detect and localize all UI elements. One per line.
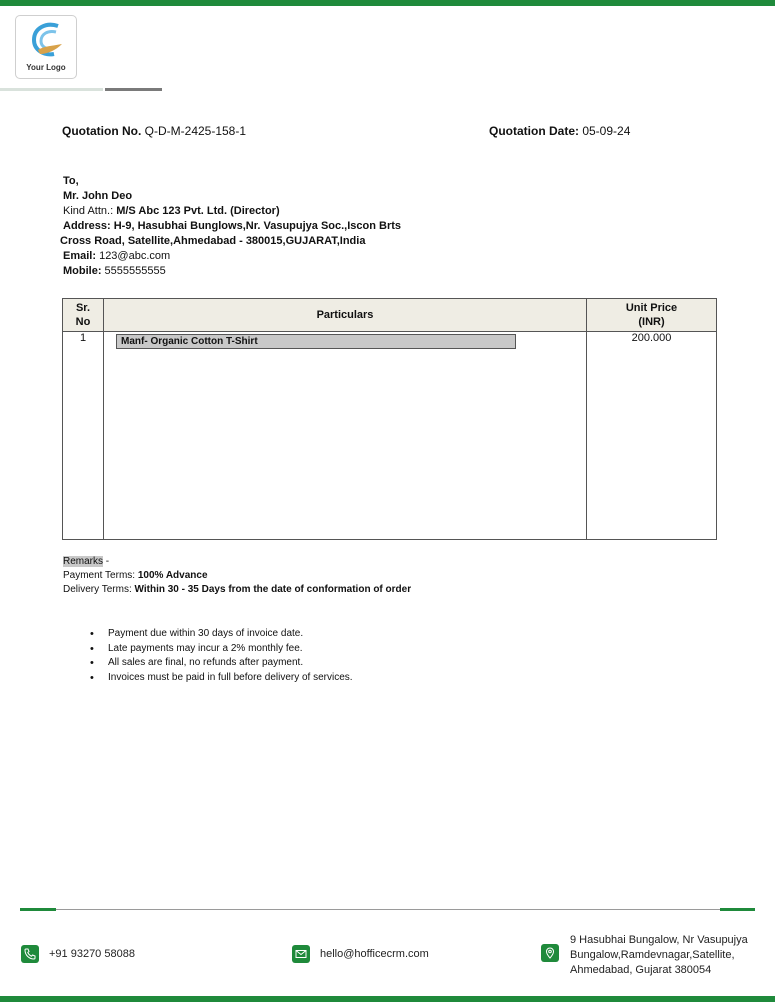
- bottom-accent-bar: [0, 996, 775, 1002]
- header-sr-no: Sr. No: [63, 299, 104, 332]
- list-item: • Payment due within 30 days of invoice date.: [90, 627, 353, 642]
- address-line-2: Cross Road, Satellite,Ahmedabad - 380015,GUJARAT,India: [60, 235, 366, 247]
- row-particular-cell: [104, 332, 587, 540]
- recipient-block: [60, 174, 402, 279]
- location-pin-icon: [541, 944, 559, 962]
- remarks-block: [63, 555, 411, 597]
- footer-divider: [20, 909, 755, 910]
- phone-icon: [21, 945, 39, 963]
- quotation-number: Quotation No. Q-D-M-2425-158-1: [62, 124, 247, 138]
- header-divider-light: [0, 88, 103, 91]
- recipient-email: Email: 123@abc.com: [63, 250, 171, 262]
- items-table: [62, 298, 717, 540]
- recipient-mobile: Mobile: 5555555555: [63, 265, 166, 277]
- footer-accent-left: [20, 908, 56, 911]
- company-logo: [15, 15, 77, 79]
- footer-address: 9 Hasubhai Bungalow, Nr Vasupujya Bungalow,Ramdevnagar,Satellite, Ahmedabad, Gujarat 380054: [570, 934, 748, 976]
- footer-accent-right: [720, 908, 755, 911]
- row-unit-price: 200.000: [587, 332, 717, 540]
- list-item: • Late payments may incur a 2% monthly fee.: [90, 642, 353, 657]
- footer-email: hello@hofficecrm.com: [320, 948, 429, 960]
- logo-label: Your Logo: [26, 63, 66, 72]
- terms-list: [90, 627, 353, 685]
- table-row: [63, 332, 717, 540]
- list-item: • Invoices must be paid in full before delivery of services.: [90, 671, 353, 686]
- top-accent-bar: [0, 0, 775, 6]
- recipient-name: Mr. John Deo: [63, 190, 133, 202]
- remarks-heading: Remarks -: [63, 556, 110, 567]
- email-icon: [292, 945, 310, 963]
- address-line-1: Address: H-9, Hasubhai Bunglows,Nr. Vasupujya Soc.,Iscon Brts: [63, 220, 402, 232]
- footer-phone: +91 93270 58088: [49, 948, 135, 960]
- row-particular: Manf- Organic Cotton T-Shirt: [116, 334, 516, 349]
- header-particulars: Particulars: [104, 299, 587, 332]
- delivery-terms: Delivery Terms: Within 30 - 35 Days from the date of conformation of order: [63, 584, 412, 595]
- kind-attention: Kind Attn.: M/S Abc 123 Pvt. Ltd. (Director): [63, 205, 280, 217]
- row-sr-no: 1: [63, 332, 104, 540]
- payment-terms: Payment Terms: 100% Advance: [63, 570, 208, 581]
- quotation-date: Quotation Date: 05-09-24: [489, 124, 631, 138]
- table-header-row: [63, 299, 717, 332]
- header-unit-price: Unit Price (INR): [587, 299, 717, 332]
- to-label: To,: [63, 175, 79, 187]
- logo-swirl-icon: [28, 20, 66, 60]
- list-item: • All sales are final, no refunds after payment.: [90, 656, 353, 671]
- header-divider-dark: [105, 88, 162, 91]
